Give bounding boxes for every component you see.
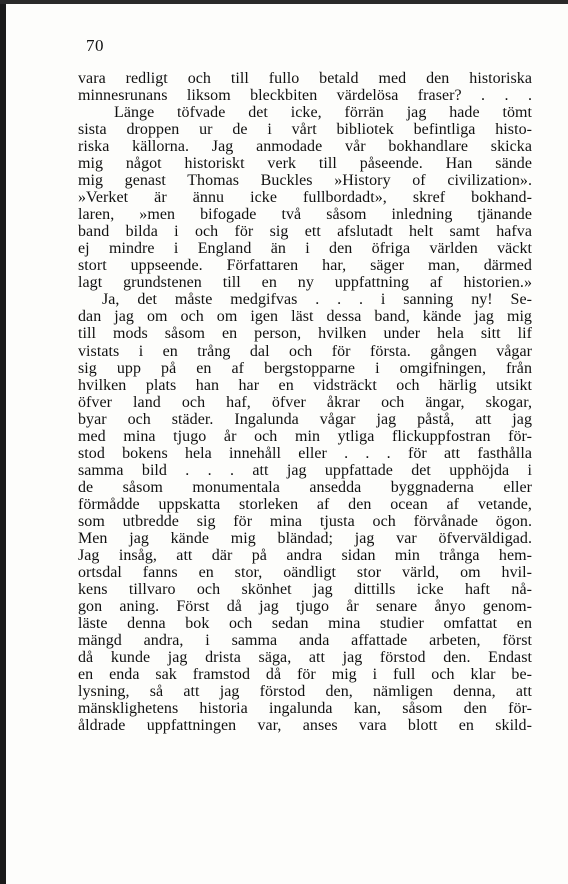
- text-line: vara redligt och till fullo betald med den historiska: [78, 70, 532, 87]
- text-line: Ja, det måste medgifvas . . . i sanning ny! Se-: [102, 291, 532, 309]
- text-line: hvilken plats han har en vidsträckt och härlig utsikt: [78, 376, 532, 394]
- text-line: lagt grundstenen till en ny uppfattning af historien.»: [78, 274, 532, 292]
- text-line: öfver land och haf, öfver åkrar och ängar, skogar,: [78, 393, 532, 411]
- text-line: dan jag om och om igen läst dessa band, kände jag mig: [78, 308, 532, 326]
- text-line: en enda sak framstod då för mig i full och klar be-: [78, 666, 532, 684]
- text-line: Men jag kände mig bländad; jag var öfverväldigad.: [78, 529, 532, 547]
- text-line: mänsklighetens historia ingalunda kan, såsom den för-: [78, 700, 532, 718]
- text-line: kens tillvaro och skönhet jag dittills icke haft nå-: [78, 580, 532, 598]
- text-line: stort uppseende. Författaren har, säger man, därmed: [78, 257, 532, 275]
- text-line: vistats i en trång dal och för första. gången vågar: [78, 342, 532, 360]
- text-line: byar och städer. Ingalunda vågar jag påstå, att jag: [78, 410, 532, 428]
- scan-border-left: [0, 0, 6, 884]
- scan-border-top: [0, 0, 568, 4]
- text-line: stod bokens hela innehåll eller . . . för att fasthålla: [78, 444, 532, 462]
- text-line: till mods såsom en person, hvilken under hela sitt lif: [78, 325, 532, 343]
- text-line: sig upp på en af bergstopparne i omgifningen, från: [78, 359, 532, 377]
- text-line: Jag insåg, att där på andra sidan min trånga hem-: [78, 546, 532, 564]
- text-line: åldrade uppfattningen var, anses vara blott en skild-: [78, 717, 532, 735]
- text-line: ortsdal fanns en stor, oändligt stor värld, om hvil-: [78, 563, 532, 581]
- text-line: då kunde jag drista säga, att jag förstod den. Endast: [78, 649, 532, 667]
- text-line: läste denna bok och sedan mina studier omfattat en: [78, 615, 532, 632]
- text-line: samma bild . . . att jag uppfattade det upphöjda i: [78, 461, 532, 479]
- text-line: med mina tjugo år och min ytliga flickuppfostran för-: [78, 427, 532, 445]
- text-line: mig något historiskt verk till påseende. Han sände: [78, 155, 532, 173]
- text-line: »Verket är ännu icke fullbordadt», skref bokhand-: [78, 189, 532, 207]
- text-line: de såsom monumentala ansedda byggnaderna eller: [78, 478, 532, 496]
- text-line: gon aning. Först då jag tjugo år senare ånyo genom-: [78, 597, 532, 615]
- text-line: Länge töfvade det icke, förrän jag hade tömt: [114, 104, 532, 122]
- text-line: förmådde uppskatta storleken af den ocean af vetande,: [78, 495, 532, 513]
- text-line: band bilda i och för sig ett afslutadt helt samt hafva: [78, 223, 532, 241]
- text-line: laren, »men bifogade två såsom inledning tjänande: [78, 206, 532, 224]
- body-text: [78, 70, 532, 734]
- text-line: lysning, så att jag förstod den, nämligen denna, att: [78, 683, 532, 701]
- text-line: mig genast Thomas Buckles »History of civilization».: [78, 172, 532, 190]
- text-line: minnesrunans liksom bleckbiten värdelösa fraser? . . .: [78, 87, 532, 105]
- text-line: sista droppen ur de i vårt bibliotek befintliga histo-: [78, 121, 532, 139]
- page-number: 70: [86, 36, 104, 55]
- text-line: mängd andra, i samma anda affattade arbeten, först: [78, 632, 532, 650]
- text-line: som utbredde sig för mina tjusta och förvånade ögon.: [78, 512, 532, 530]
- text-line: ej mindre i England än i den öfriga världen väckt: [78, 240, 532, 258]
- text-line: riska källorna. Jag anmodade vår bokhandlare skicka: [78, 138, 532, 156]
